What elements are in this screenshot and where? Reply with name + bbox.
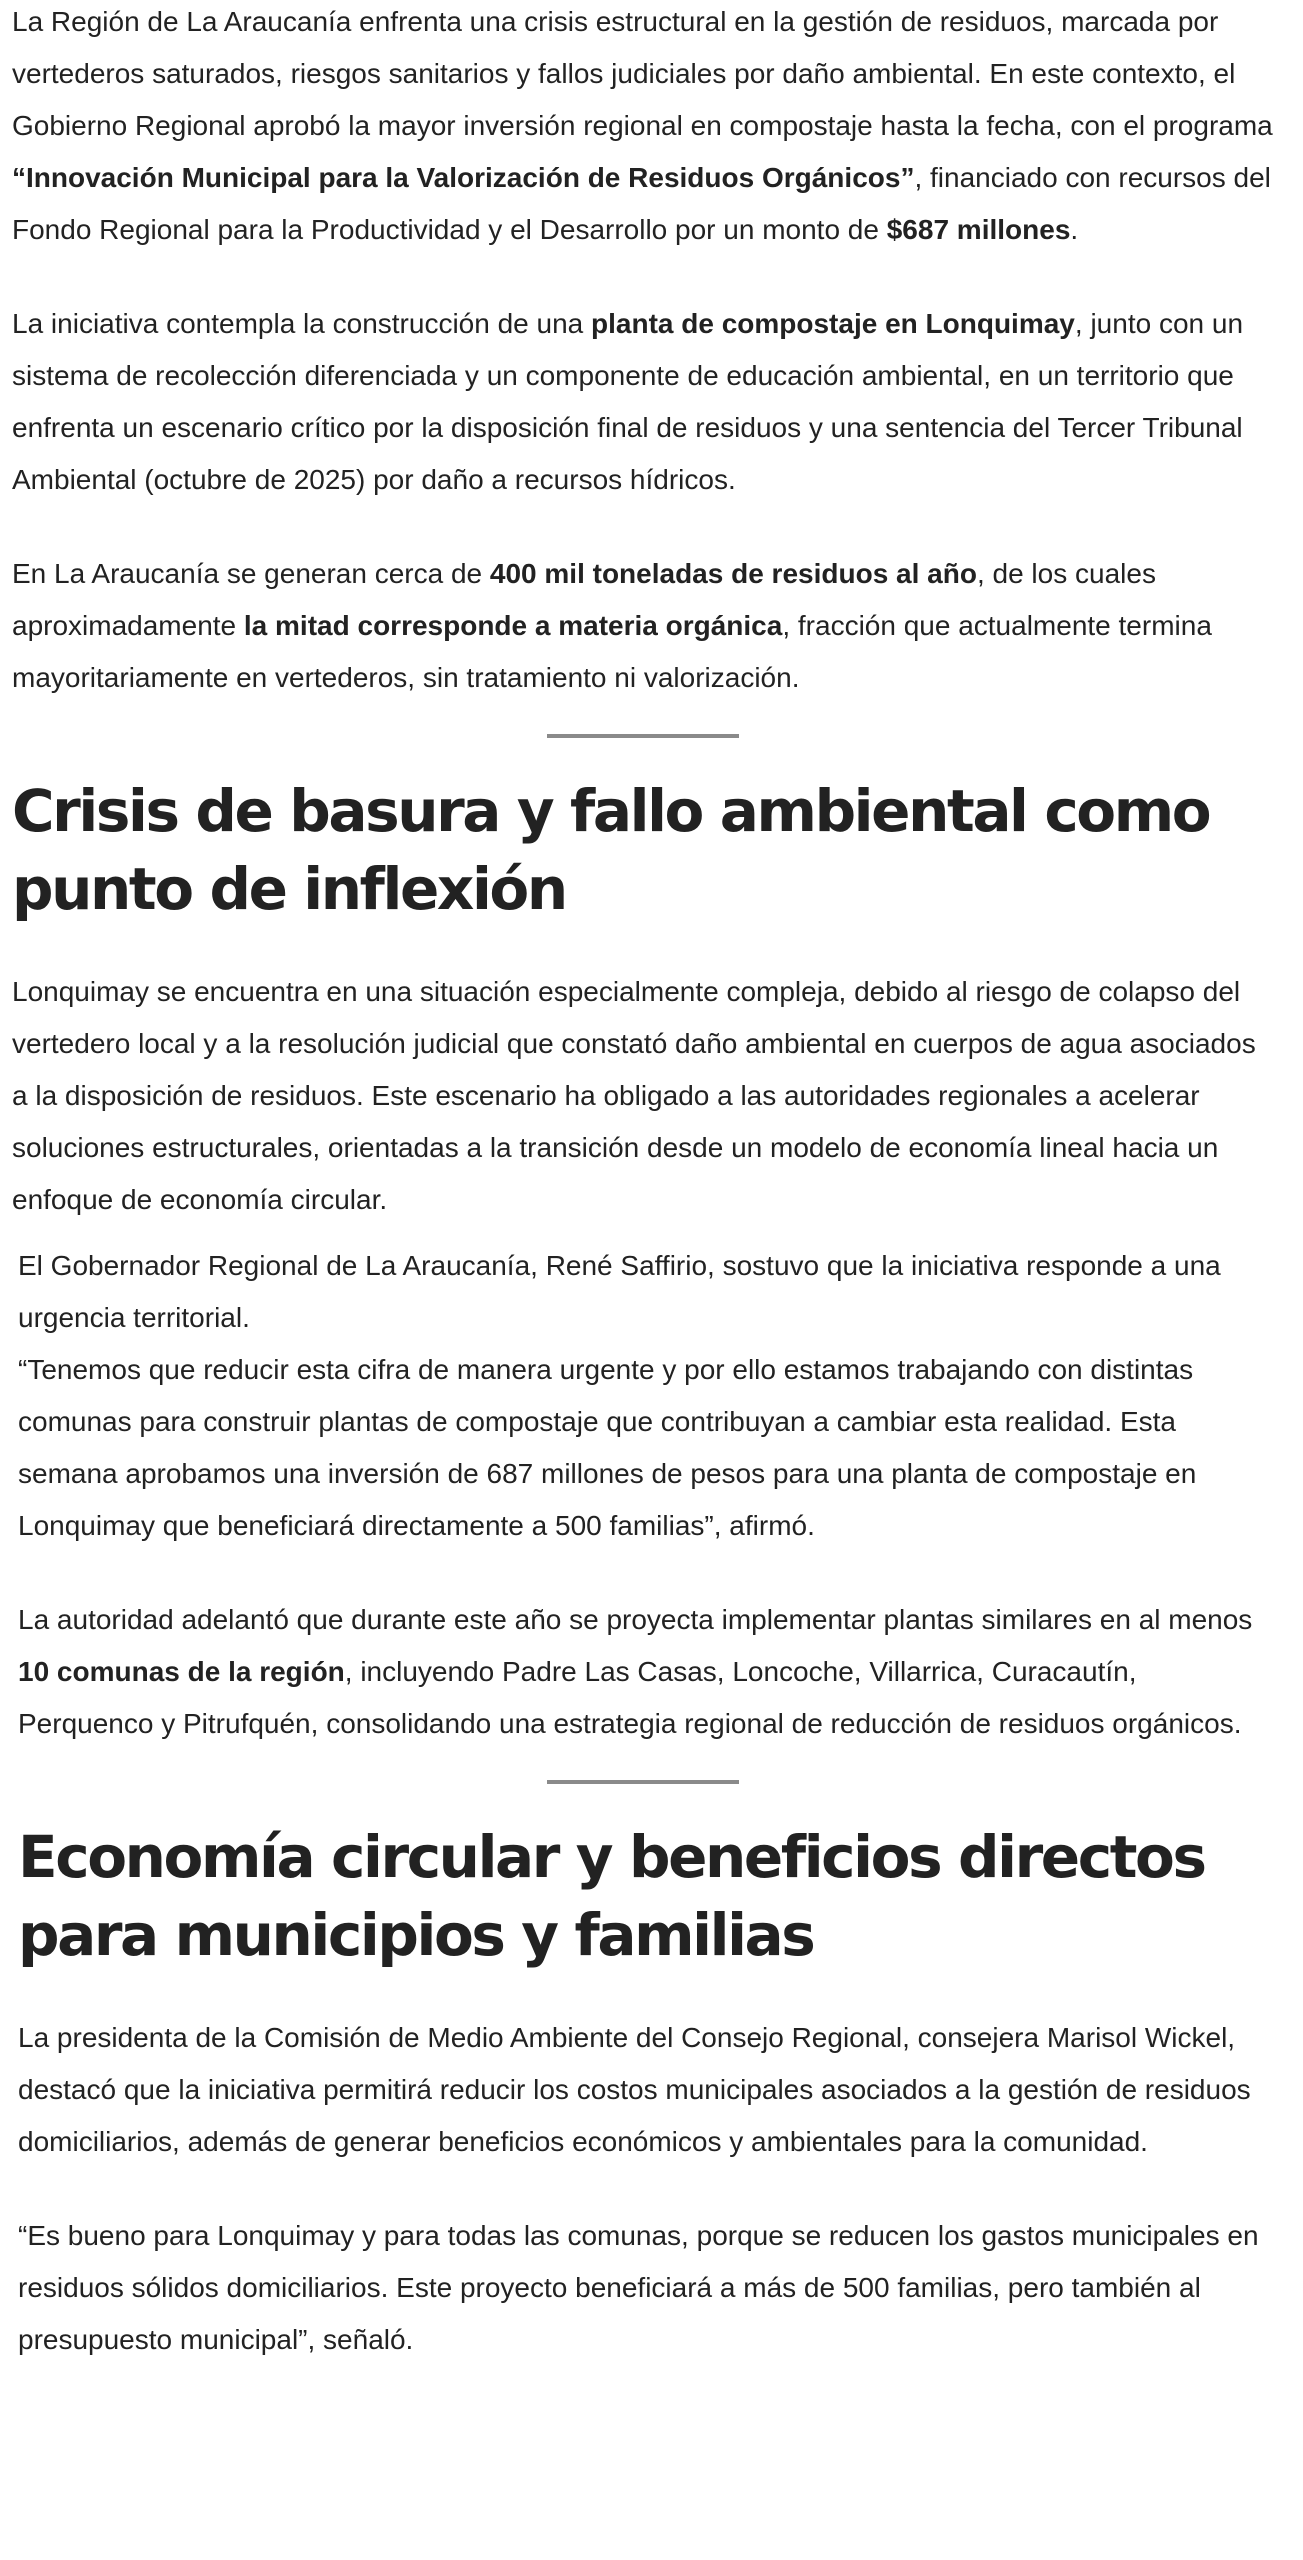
text: En La Araucanía se generan cerca de <box>12 558 490 589</box>
section-divider <box>547 734 739 738</box>
section2-paragraph-1: La presidenta de la Comisión de Medio Ambiente del Consejo Regional, consejera Marisol Wickel, destacó que la iniciativa permitirá reducir los costos municipales asociados a la gestión de residuos domiciliarios, además de generar beneficios económicos y ambientales para la comunidad. <box>18 2022 1251 2157</box>
section1-paragraph-1: Lonquimay se encuentra en una situación especialmente compleja, debido al riesgo de colapso del vertedero local y a la resolución judicial que constató daño ambiental en cuerpos de agua asociados a la disposición de residuos. Este escenario ha obligado a las autoridades regionales a acelerar soluciones estructurales, orientadas a la transición desde un modelo de economía lineal hacia un enfoque de economía circular. <box>12 976 1256 1215</box>
investment-amount: $687 millones <box>886 214 1071 245</box>
highlight: 400 mil toneladas de residuos al año <box>489 558 977 589</box>
text: , incluyendo Padre Las Casas, Loncoche, Villarrica, Curacautín, Perquenco y Pitrufquén, consolidando una estrategia regional de reducción de residuos orgánicos. <box>18 1656 1242 1739</box>
governor-quote: “Tenemos que reducir esta cifra de manera urgente y por ello estamos trabajando con distintas comunas para construir plantas de compostaje que contribuyan a cambiar esta realidad. Esta semana aprobamos una inversión de 687 millones de pesos para una planta de compostaje en Lonquimay que beneficiará directamente a 500 familias”, afirmó. <box>18 1354 1197 1541</box>
article-body <box>12 0 1274 2366</box>
section1-paragraph-3 <box>18 1594 1274 1750</box>
text: , de los cuales aproximadamente <box>12 558 1156 641</box>
text: La Región de La Araucanía enfrenta una crisis estructural en la gestión de residuos, marcada por vertederos saturados, riesgos sanitarios y fallos judiciales por daño ambiental. En este contexto, el Gobierno Regional aprobó la mayor inversión regional en compostaje hasta la fecha, con el programa <box>12 6 1273 141</box>
text: , financiado con recursos del Fondo Regional para la Productividad y el Desarrollo por un monto de <box>12 162 1271 245</box>
section2-paragraph-2: “Es bueno para Lonquimay y para todas las comunas, porque se reducen los gastos municipales en residuos sólidos domiciliarios. Este proyecto beneficiará a más de 500 familias, pero también al presupuesto municipal”, señaló. <box>18 2220 1259 2355</box>
text: , junto con un sistema de recolección diferenciada y un componente de educación ambiental, en un territorio que enfrenta un escenario crítico por la disposición final de residuos y una sentencia del Tercer Tribunal Ambiental (octubre de 2025) por daño a recursos hídricos. <box>12 308 1244 495</box>
section1-continued <box>12 1240 1274 2366</box>
section-heading-crisis: Crisis de basura y fallo ambiental como punto de inflexión <box>12 777 1210 923</box>
governor-paragraph <box>18 1240 1274 1552</box>
section-heading-economy: Economía circular y beneficios directos para municipios y familias <box>18 1823 1205 1969</box>
intro-paragraph-1 <box>12 0 1274 256</box>
intro-paragraph-3 <box>12 548 1274 704</box>
intro-paragraph-2 <box>12 298 1274 506</box>
section-divider <box>547 1780 739 1784</box>
text: , fracción que actualmente termina mayoritariamente en vertederos, sin tratamiento ni valorización. <box>12 610 1212 693</box>
program-name: “Innovación Municipal para la Valorización de Residuos Orgánicos” <box>12 162 915 193</box>
highlight: la mitad corresponde a materia orgánica <box>243 610 783 641</box>
governor-statement: El Gobernador Regional de La Araucanía, René Saffirio, sostuvo que la iniciativa responde a una urgencia territorial. <box>18 1250 1221 1333</box>
text: La iniciativa contempla la construcción de una <box>12 308 592 339</box>
highlight: planta de compostaje en Lonquimay <box>591 308 1075 339</box>
highlight: 10 comunas de la región <box>18 1656 345 1687</box>
text: La autoridad adelantó que durante este año se proyecta implementar plantas similares en al menos <box>18 1604 1253 1635</box>
text: . <box>1070 214 1079 245</box>
